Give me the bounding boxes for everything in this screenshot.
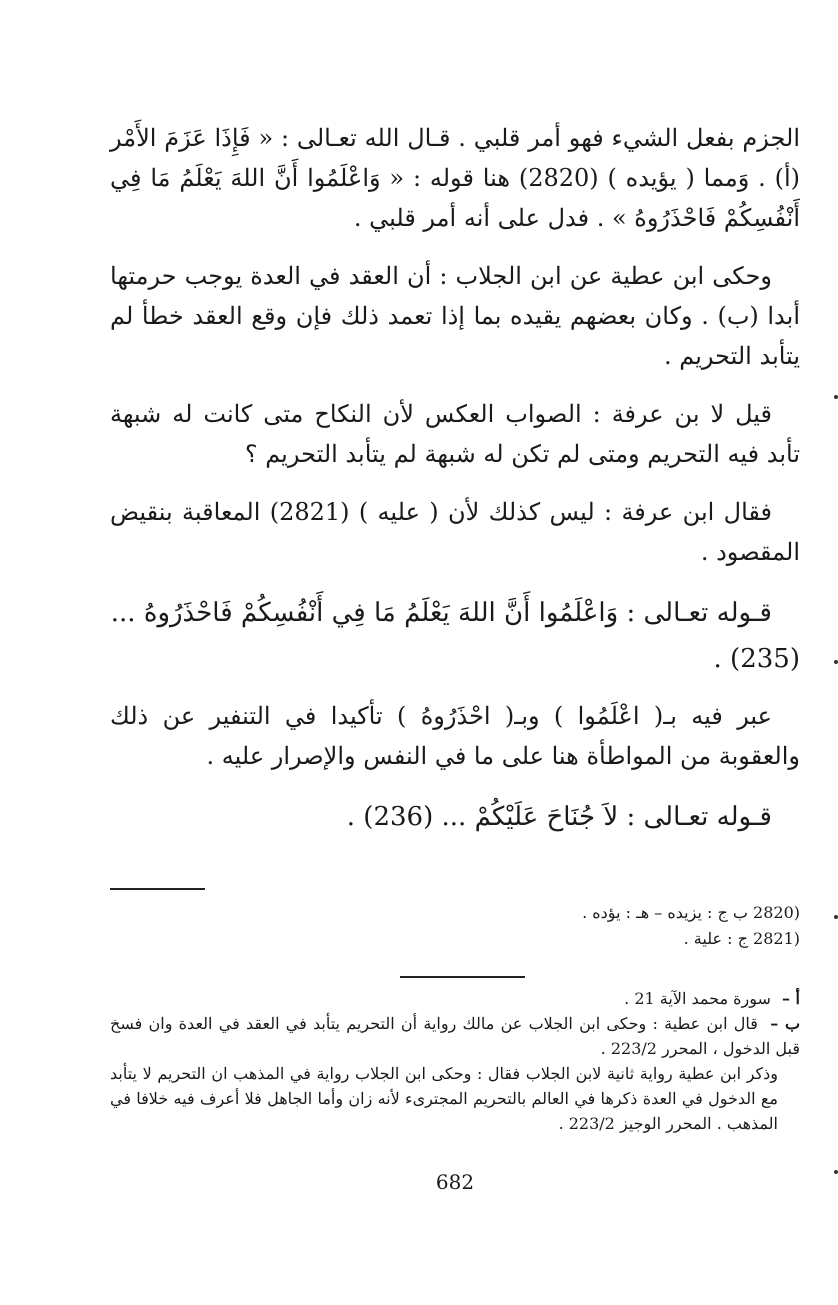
page-number: 682 [435,1170,475,1194]
note-a-text: سورة محمد الآية 21 . [624,989,771,1008]
paragraph-1: الجزم بفعل الشيء فهو أمر قلبي . قـال الله تعـالى : « فَإِذَا عَزَمَ الأَمْر (أ) . وَمما ( يؤيده ) (2820) هنا قوله : « وَاعْلَمُوا أَنَّ اللهَ يَعْلَمُ مَا فِي أَنْفُسِكُمْ فَاحْذَرُوهُ » . فدل على أنه أمر قلبي . [110,124,800,232]
paragraph-3: قيل لا بن عرفة : الصواب العكس لأن النكاح متى كانت له شبهة تأبد فيه التحريم ومتى لم تكن له شبهة لم يتأبد التحريم ؟ [110,400,800,468]
margin-mark [834,660,838,664]
footnote-divider [110,888,205,890]
note-b-continuation: وذكر ابن عطية رواية ثانية لابن الجلاب فقال : وحكى ابن الجلاب رواية في المذهب ان التحريم لا يتأبد مع الدخول في العدة ذكرها في العالم بالتحريم المجترىء لأنه زان وأما الجاهل فلا أعرف فيه خلافا في المذهب . المحرر الوجيز 223/2 . [110,1064,779,1133]
lettered-notes-divider [400,976,525,978]
paragraph-5: عبر فيه بـ( اعْلَمُوا ) وبـ( احْذَرُوهُ ) تأكيدا في التنفير عن ذلك والعقوبة من المواطأة هنا على ما في النفس والإصرار عليه . [110,702,800,770]
paragraph-2: وحكى ابن عطية عن ابن الجلاب : أن العقد في العدة يوجب حرمتها أبدا (ب) . وكان بعضهم يقيده بما إذا تعمد ذلك فإن وقع العقد خطأ لم يتأبد التحريم . [110,262,801,370]
margin-mark [834,1170,838,1174]
verse-heading-236: قـوله تعـالى : لاَ جُنَاحَ عَلَيْكُمْ ... (236) . [346,802,772,832]
note-a [110,986,800,1011]
note-b-marker: ب – [770,1014,801,1033]
note-b [110,1011,800,1061]
footnote-2821: (2821 ج : علية . [683,929,800,948]
document-page [110,118,800,1238]
footnote-2820: (2820 ب ج : يزيده – هـ : يؤده . [582,903,800,922]
numbered-footnotes [110,900,800,952]
note-a-marker: أ – [781,989,800,1008]
margin-mark [834,915,838,919]
note-b-text-1: قال ابن عطية : وحكى ابن الجلاب عن مالك رواية أن التحريم يتأبد في العقد في العدة وان فسخ قبل الدخول ، المحرر 223/2 . [110,1014,800,1058]
lettered-footnotes [110,986,800,1136]
margin-mark [834,395,838,399]
verse-heading-235: قـوله تعـالى : وَاعْلَمُوا أَنَّ اللهَ يَعْلَمُ مَا فِي أَنْفُسِكُمْ فَاحْذَرُوهُ ... (235) . [110,598,800,674]
paragraph-4: فقال ابن عرفة : ليس كذلك لأن ( عليه ) (2821) المعاقبة بنقيض المقصود . [110,498,800,566]
